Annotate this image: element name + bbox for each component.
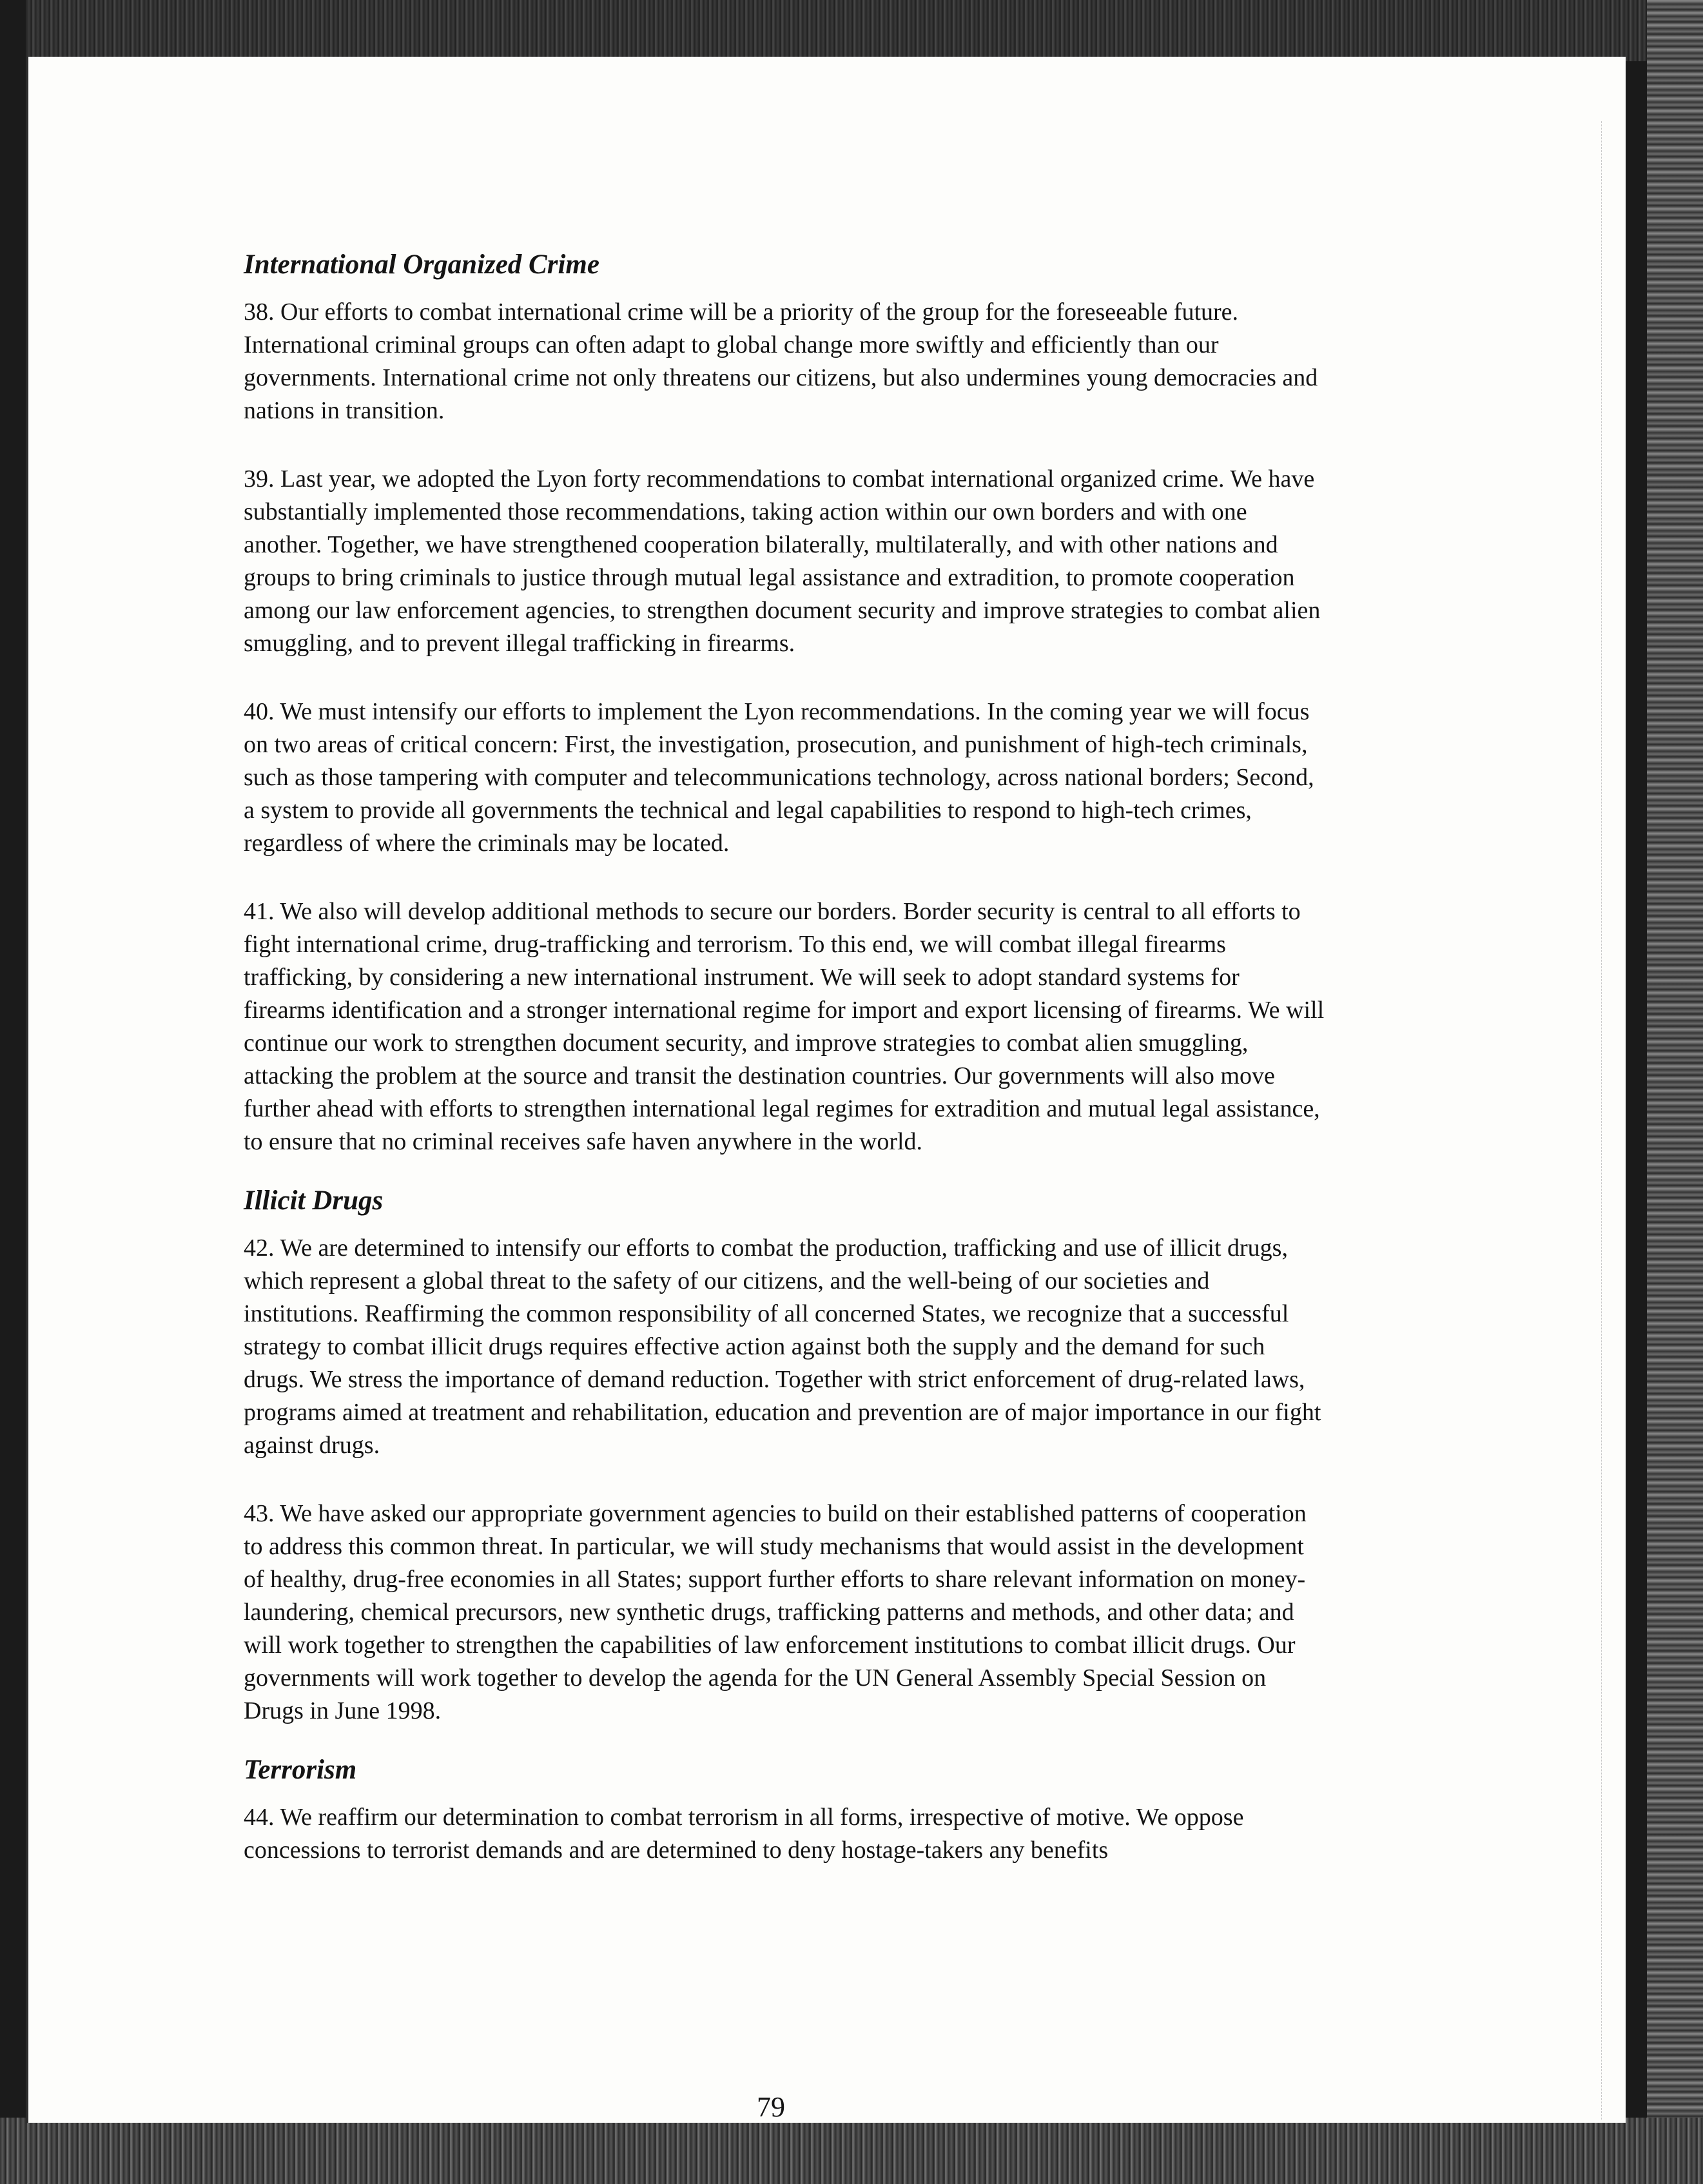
document-page (26, 57, 1626, 2123)
section-heading: International Organized Crime (244, 249, 599, 280)
paragraph-42: 42. We are determined to intensify our efforts to combat the production, trafficking and use of illicit drugs, which represent a global threat to the safety of our citizens, and the well-being of our societies and institutions. Reaffirming the common responsibility of all concerned States, we recognize that a successful strategy to combat illicit drugs requires effective action against both the supply and the demand for such drugs. We stress the importance of demand reduction. Together with strict enforcement of drug-related laws, programs aimed at treatment and rehabilitation, education and prevention are of major importance in our fight against drugs. (244, 1234, 1321, 1459)
page-content (244, 247, 1327, 1867)
section-heading: Illicit Drugs (244, 1185, 384, 1216)
paragraph-40: 40. We must intensify our efforts to implement the Lyon recommendations. In the coming year we will focus on two areas of critical concern: First, the investigation, prosecution, and punishment of high-tech criminals, such as those tampering with computer and telecommunications technology, across national borders; Second, a system to provide all governments the technical and legal capabilities to respond to high-tech crimes, regardless of where the criminals may be located. (244, 698, 1314, 857)
scan-border-bottom (0, 2118, 1703, 2184)
section-illicit-drugs (244, 1183, 1327, 1728)
page-number (28, 2091, 1626, 2123)
page-edge (1601, 121, 1603, 2120)
paragraph-43: 43. We have asked our appropriate government agencies to build on their established patterns of cooperation to address this common threat. In particular, we will study mechanisms that would assist in the development of healthy, drug-free economies in all States; support further efforts to share relevant information on money-laundering, chemical precursors, new synthetic drugs, trafficking patterns and methods, and other data; and will work together to strengthen the capabilities of law enforcement institutions to combat illicit drugs. Our governments will work together to develop the agenda for the UN General Assembly Special Session on Drugs in June 1998. (244, 1500, 1307, 1724)
section-heading: Terrorism (244, 1755, 357, 1785)
paragraph-41: 41. We also will develop additional methods to secure our borders. Border security is central to all efforts to fight international crime, drug-trafficking and terrorism. To this end, we will combat illegal firearms trafficking, by considering a new international instrument. We will seek to adopt standard systems for firearms identification and a stronger international regime for import and export licensing of firearms. We will continue our work to strengthen document security, and improve strategies to combat alien smuggling, attacking the problem at the source and transit the destination countries. Our governments will also move further ahead with efforts to strengthen international legal regimes for extradition and mutual legal assistance, to ensure that no criminal receives safe haven anywhere in the world. (244, 898, 1325, 1155)
scan-border-top (0, 0, 1703, 61)
paragraph-39: 39. Last year, we adopted the Lyon forty recommendations to combat international organized crime. We have substantially implemented those recommendations, taking action within our own borders and with one another. Together, we have strengthened cooperation bilaterally, multilaterally, and with other nations and groups to bring criminals to justice through mutual legal assistance and extradition, to promote cooperation among our law enforcement agencies, to strengthen document security and improve strategies to combat alien smuggling, and to prevent illegal trafficking in firearms. (244, 465, 1321, 657)
section-international-organized-crime (244, 247, 1327, 1158)
paragraph-44: 44. We reaffirm our determination to combat terrorism in all forms, irrespective of motive. We oppose concessions to terrorist demands and are determined to deny hostage-takers any benefits (244, 1804, 1244, 1864)
paragraph-38: 38. Our efforts to combat international crime will be a priority of the group for the foreseeable future. International criminal groups can often adapt to global change more swiftly and efficiently than our governments. International crime not only threatens our citizens, but also undermines young democracies and nations in transition. (244, 298, 1318, 424)
page-number-text: 79 (757, 2091, 785, 2123)
scan-border-right (1647, 0, 1703, 2184)
scan-border-left (0, 0, 26, 2184)
section-terrorism (244, 1752, 1327, 1867)
